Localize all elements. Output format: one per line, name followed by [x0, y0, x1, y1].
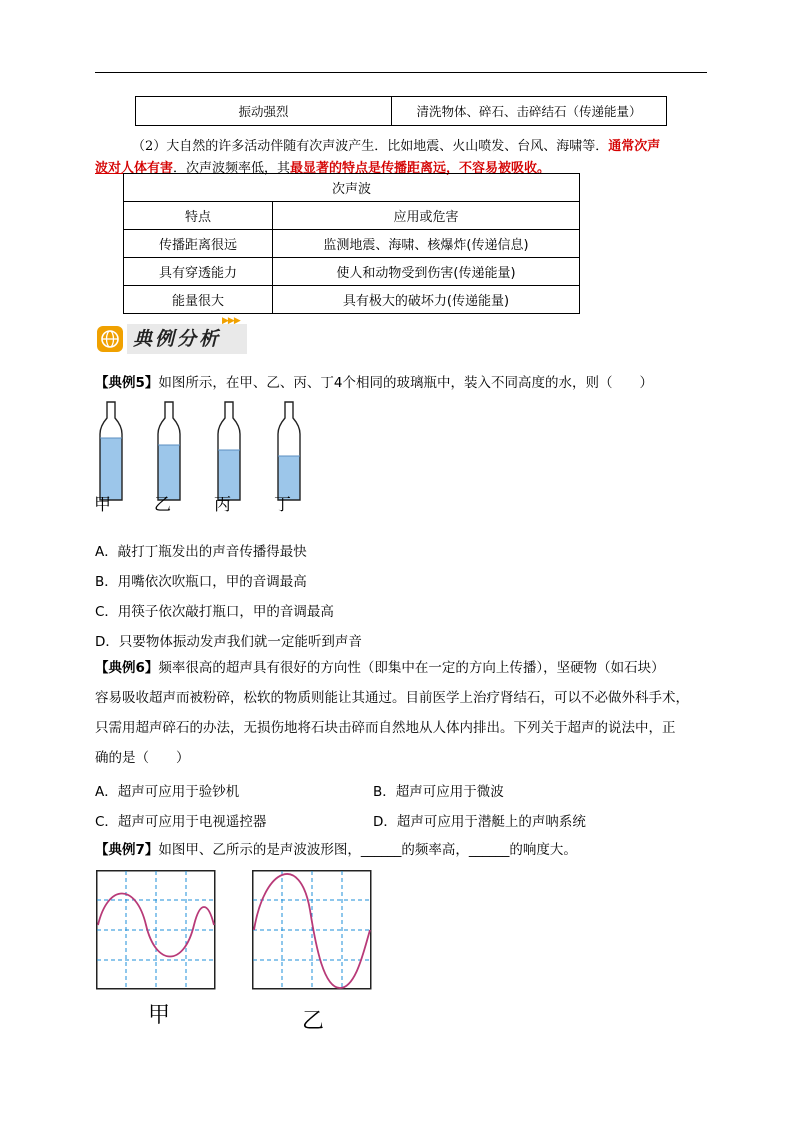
example6-option-a: A．超声可应用于验钞机 — [95, 784, 240, 800]
table-cell: 传播距离很远 — [124, 230, 273, 258]
example6-option-c: C．超声可应用于电视遥控器 — [95, 814, 267, 830]
bottle-bing — [218, 402, 240, 500]
para2-red3: 最显著的特点是传播距离远，不容易被吸收。 — [290, 161, 551, 176]
header-rule — [95, 72, 707, 73]
bottle-label-yi: 乙 — [154, 495, 171, 515]
infrasound-header-feature: 特点 — [124, 202, 273, 230]
para2-prefix: （2）大自然的许多活动伴随有次声波产生．比如地震、火山喷发、台风、海啸等． — [132, 139, 609, 154]
example6-text1: 频率很高的超声具有很好的方向性（即集中在一定的方向上传播），坚硬物（如石块） — [158, 660, 665, 676]
infrasound-header-use: 应用或危害 — [273, 202, 580, 230]
table-cell: 能量很大 — [124, 286, 273, 314]
example6-option-d: D．超声可应用于潜艇上的声呐系统 — [373, 814, 586, 830]
bottle-yi — [158, 402, 180, 500]
example7-question — [95, 840, 577, 860]
example6-line3: 只需用超声碎石的办法，无损伤地将石块击碎而自然地从人体内排出。下列关于超声的说法中，正 — [95, 720, 676, 736]
para2-red2: 波对人体有害 — [95, 161, 174, 176]
globe-icon — [97, 326, 123, 352]
example5-option-b: B．用嘴依次吹瓶口，甲的音调最高 — [95, 574, 307, 590]
bottle-label-ding: 丁 — [274, 495, 291, 515]
wave-jia-figure — [96, 870, 216, 990]
infrasound-table — [123, 173, 580, 314]
top-table-right: 清洗物体、碎石、击碎结石（传递能量） — [392, 97, 667, 126]
wave-label-jia: 甲 — [148, 1003, 171, 1028]
infrasound-table-title: 次声波 — [124, 174, 580, 202]
example6-line2: 容易吸收超声而被粉碎，松软的物质则能让其通过。目前医学上治疗肾结石，可以不必做外科手术， — [95, 690, 689, 706]
example6-tag: 【典例6】 — [95, 660, 159, 676]
para2-mid: ．次声波频率低，其 — [173, 161, 291, 176]
bottle-label-jia: 甲 — [94, 495, 111, 515]
table-cell: 监测地震、海啸、核爆炸(传递信息) — [273, 230, 580, 258]
table-cell: 具有穿透能力 — [124, 258, 273, 286]
example6-option-b: B．超声可应用于微波 — [373, 784, 504, 800]
example7-stem: 如图甲、乙所示的是声波波形图，______的频率高，______的响度大。 — [158, 842, 577, 858]
table-cell: 使人和动物受到伤害(传递能量) — [273, 258, 580, 286]
example5-tag: 【典例5】 — [95, 375, 159, 391]
example5-option-c: C．用筷子依次敲打瓶口，甲的音调最高 — [95, 604, 334, 620]
wave-label-yi: 乙 — [302, 1009, 325, 1034]
wave-yi-figure — [252, 870, 372, 990]
example6-line1 — [95, 658, 710, 678]
example5-stem: 如图所示，在甲、乙、丙、丁4个相同的玻璃瓶中，装入不同高度的水，则（ ） — [158, 375, 653, 391]
example6-line4: 确的是（ ） — [95, 750, 190, 766]
example5-option-d: D．只要物体振动发声我们就一定能听到声音 — [95, 634, 362, 650]
bottle-ding — [278, 402, 300, 500]
top-table — [135, 96, 667, 126]
bottle-jia — [100, 402, 122, 500]
top-table-left: 振动强烈 — [136, 97, 392, 126]
bottle-label-bing: 丙 — [214, 495, 231, 515]
para2-red1: 通常次声 — [608, 139, 661, 154]
section-banner: 典例分析 — [127, 324, 247, 354]
example7-tag: 【典例7】 — [95, 842, 159, 858]
table-cell: 具有极大的破坏力(传递能量) — [273, 286, 580, 314]
arrows-icon: ▶▶▶ — [222, 316, 240, 326]
paragraph-2 — [132, 136, 707, 158]
example5-option-a: A．敲打丁瓶发出的声音传播得最快 — [95, 544, 307, 560]
example5-question — [95, 373, 653, 393]
